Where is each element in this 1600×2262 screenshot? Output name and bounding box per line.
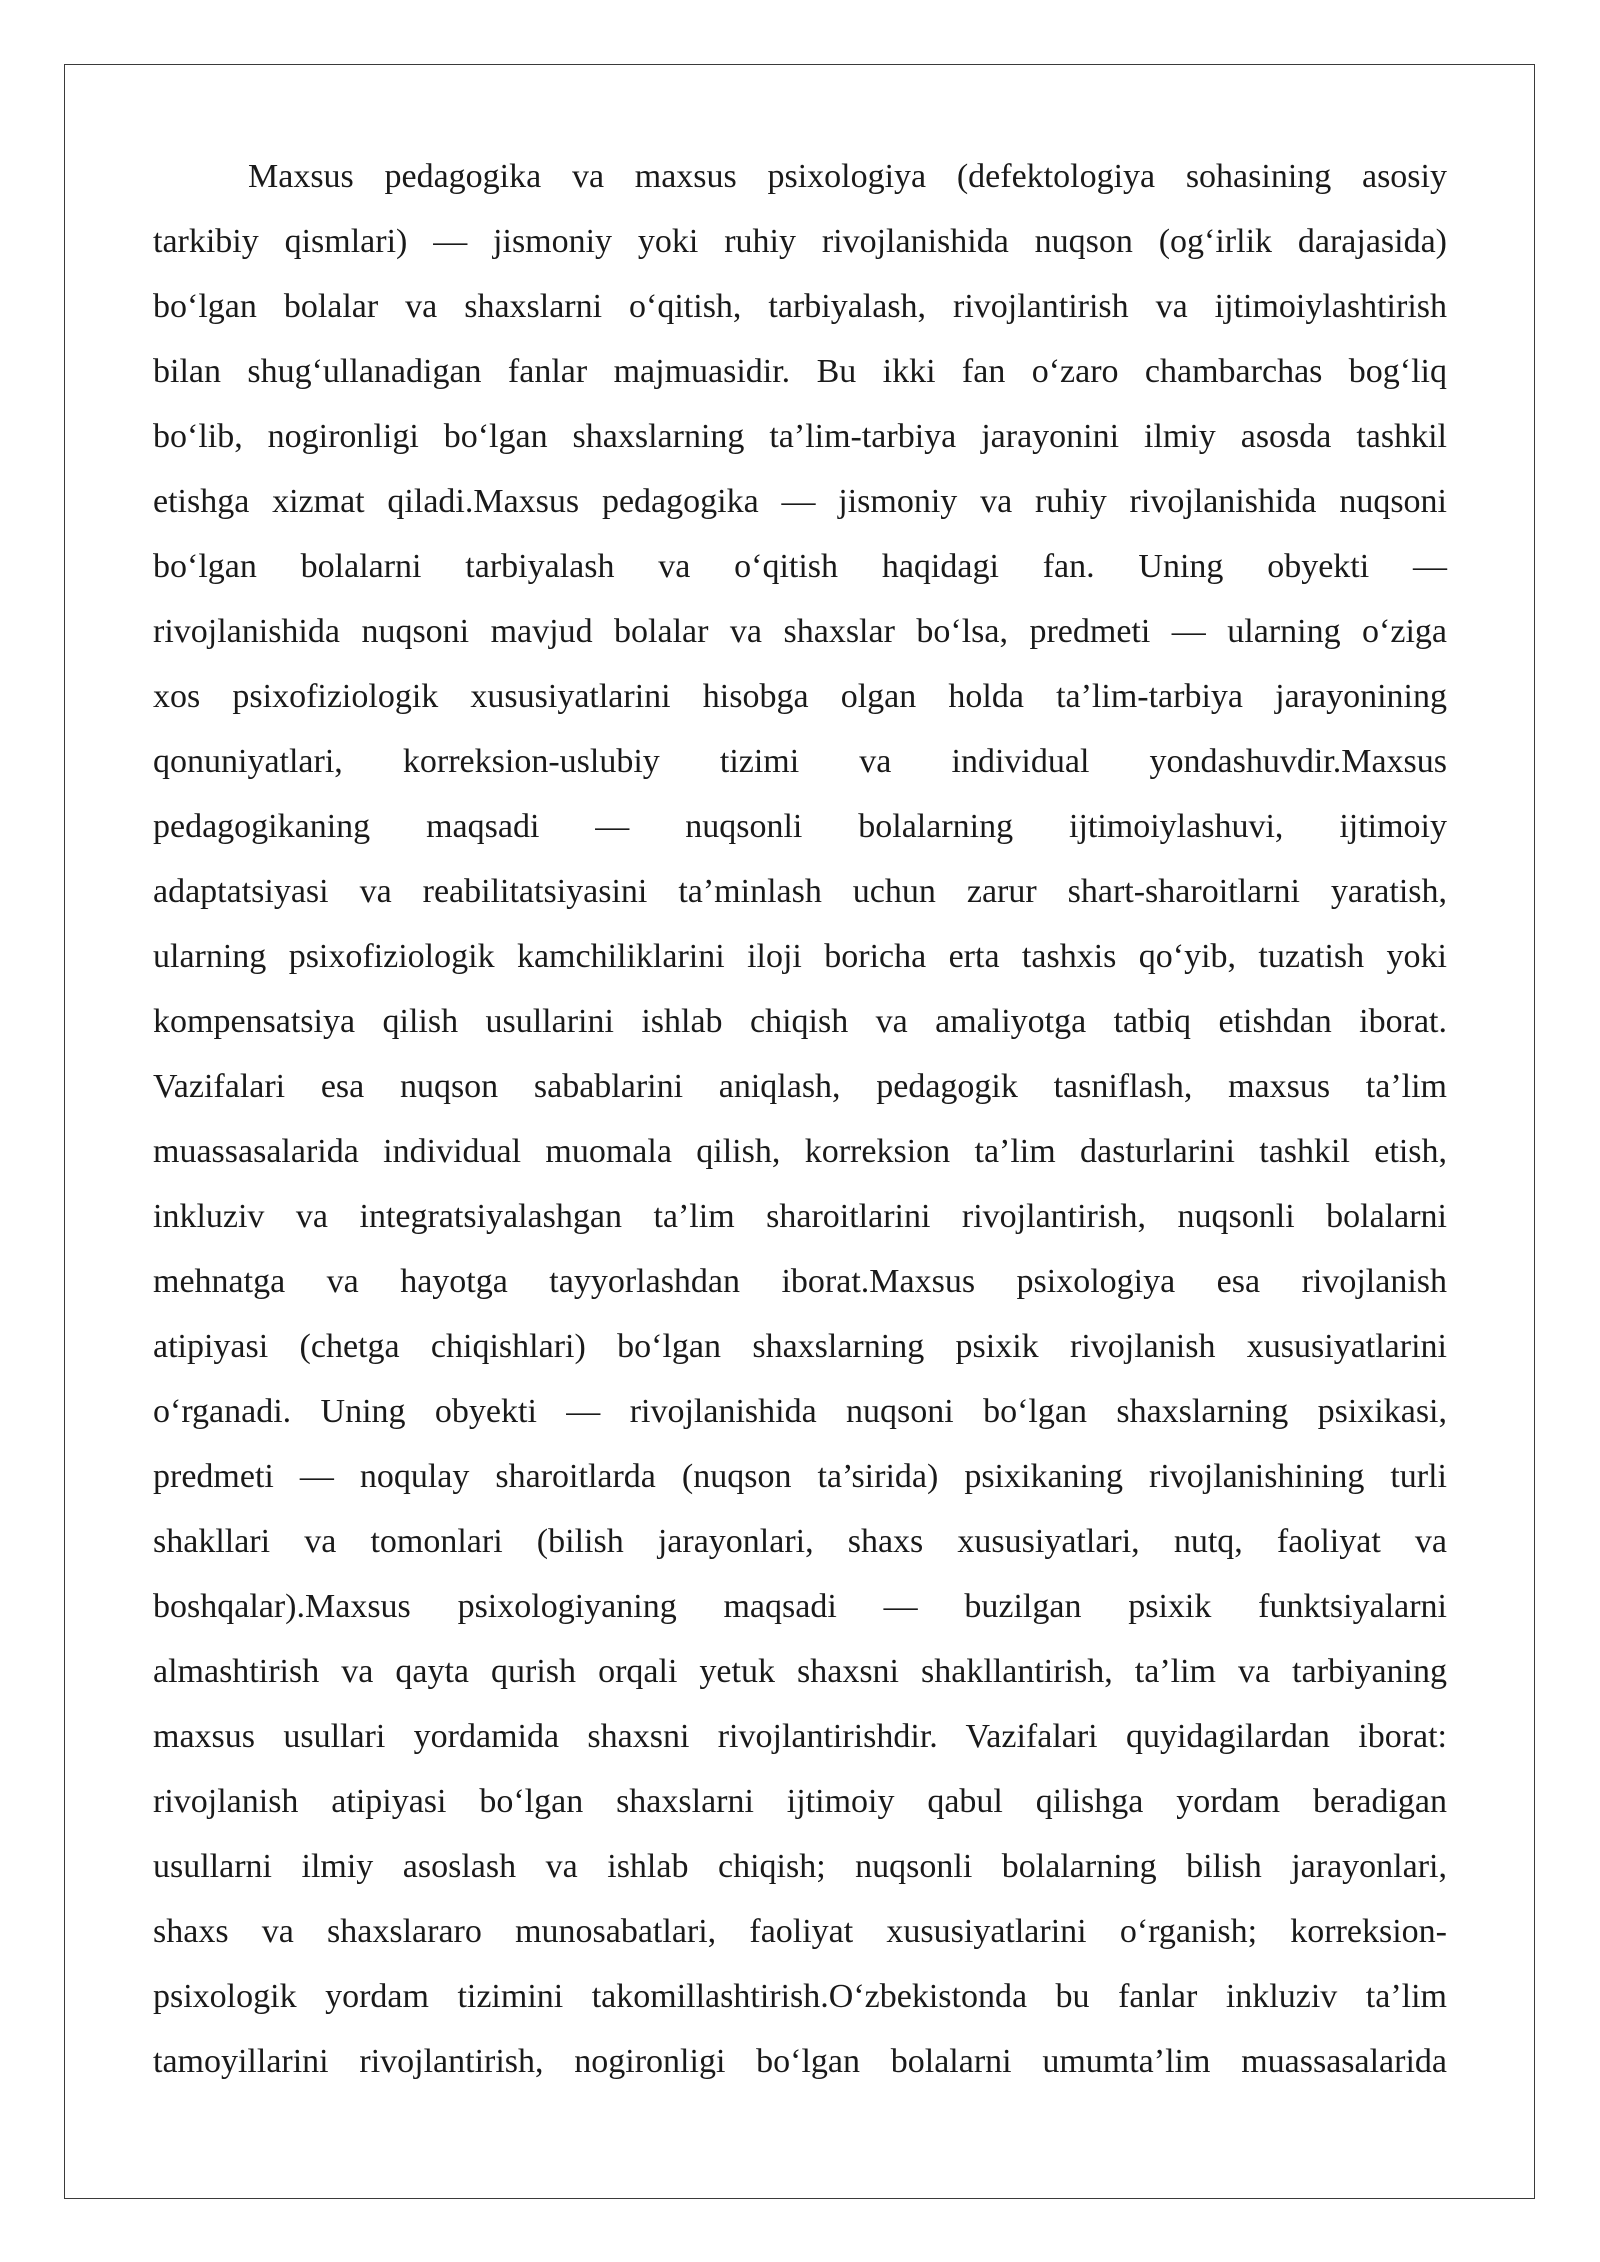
text-line: qonuniyatlari, korreksion-uslubiy tizimi va individual yondashuvdir.Maxsus (153, 743, 1447, 780)
text-line: tarkibiy qismlari) — jismoniy yoki ruhiy rivojlanishida nuqson (og‘irlik darajasida) (153, 223, 1447, 260)
text-line: bo‘lgan bolalar va shaxslarni o‘qitish, tarbiyalash, rivojlantirish va ijtimoiylashtirish (153, 288, 1447, 325)
text-line: tamoyillarini rivojlantirish, nogironligi bo‘lgan bolalarni umumta’lim muassasalarida (153, 2043, 1447, 2080)
text-line: bo‘lib, nogironligi bo‘lgan shaxslarning ta’lim-tarbiya jarayonini ilmiy asosda tashkil (153, 418, 1447, 455)
text-line: shaxs va shaxslararo munosabatlari, faoliyat xususiyatlarini o‘rganish; korreksion- (153, 1913, 1447, 1950)
text-line: adaptatsiyasi va reabilitatsiyasini ta’minlash uchun zarur shart-sharoitlarni yaratish, (153, 873, 1447, 910)
text-line: atipiyasi (chetga chiqishlari) bo‘lgan shaxslarning psixik rivojlanish xususiyatlarini (153, 1328, 1447, 1365)
text-line: o‘rganadi. Uning obyekti — rivojlanishida nuqsoni bo‘lgan shaxslarning psixikasi, (153, 1393, 1447, 1430)
text-line: pedagogikaning maqsadi — nuqsonli bolalarning ijtimoiylashuvi, ijtimoiy (153, 808, 1447, 845)
text-line: xos psixofiziologik xususiyatlarini hisobga olgan holda ta’lim-tarbiya jarayonining (153, 678, 1447, 715)
text-line: usullarni ilmiy asoslash va ishlab chiqish; nuqsonli bolalarning bilish jarayonlari, (153, 1848, 1447, 1885)
text-line: maxsus usullari yordamida shaxsni rivojlantirishdir. Vazifalari quyidagilardan iborat: (153, 1718, 1447, 1755)
text-line: mehnatga va hayotga tayyorlashdan iborat.Maxsus psixologiya esa rivojlanish (153, 1263, 1447, 1300)
text-line: almashtirish va qayta qurish orqali yetuk shaxsni shakllantirish, ta’lim va tarbiyaning (153, 1653, 1447, 1690)
text-line: Vazifalari esa nuqson sabablarini aniqlash, pedagogik tasniflash, maxsus ta’lim (153, 1068, 1447, 1105)
text-line: rivojlanish atipiyasi bo‘lgan shaxslarni ijtimoiy qabul qilishga yordam beradigan (153, 1783, 1447, 1820)
text-line: inkluziv va integratsiyalashgan ta’lim sharoitlarini rivojlantirish, nuqsonli bolalarni (153, 1198, 1447, 1235)
text-line: bo‘lgan bolalarni tarbiyalash va o‘qitish haqidagi fan. Uning obyekti — (153, 548, 1447, 585)
text-line: muassasalarida individual muomala qilish, korreksion ta’lim dasturlarini tashkil etish, (153, 1133, 1447, 1170)
text-line: psixologik yordam tizimini takomillashtirish.O‘zbekistonda bu fanlar inkluziv ta’lim (153, 1978, 1447, 2015)
text-line: bilan shug‘ullanadigan fanlar majmuasidir. Bu ikki fan o‘zaro chambarchas bog‘liq (153, 353, 1447, 390)
text-line: Maxsus pedagogika va maxsus psixologiya (defektologiya sohasining asosiy (248, 158, 1447, 195)
text-line: ularning psixofiziologik kamchiliklarini iloji boricha erta tashxis qo‘yib, tuzatish yoki (153, 938, 1447, 975)
text-line: etishga xizmat qiladi.Maxsus pedagogika — jismoniy va ruhiy rivojlanishida nuqsoni (153, 483, 1447, 520)
text-line: rivojlanishida nuqsoni mavjud bolalar va shaxslar bo‘lsa, predmeti — ularning o‘ziga (153, 613, 1447, 650)
text-line: shakllari va tomonlari (bilish jarayonlari, shaxs xususiyatlari, nutq, faoliyat va (153, 1523, 1447, 1560)
text-line: kompensatsiya qilish usullarini ishlab chiqish va amaliyotga tatbiq etishdan iborat. (153, 1003, 1447, 1040)
text-line: boshqalar).Maxsus psixologiyaning maqsadi — buzilgan psixik funktsiyalarni (153, 1588, 1447, 1625)
text-line: predmeti — noqulay sharoitlarda (nuqson ta’sirida) psixikaning rivojlanishining turli (153, 1458, 1447, 1495)
